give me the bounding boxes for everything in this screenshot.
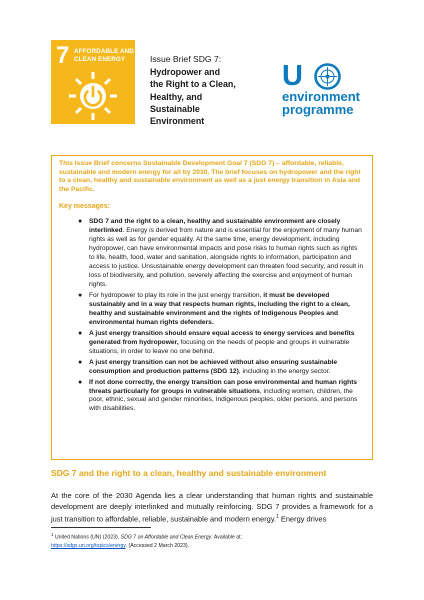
section-body-text: At the core of the 2030 Agenda lies a clear understanding that human rights and sustainable development are deeply interlinked and mutually reinforcing. SDG 7 provides a framework for a just transition to affordable, reliable, sustainable and modern energy. [51,491,373,524]
footnote-text: United Nations (UN) (2023). [53,534,121,541]
footnote-ref[interactable]: 1 [276,514,279,521]
brief-label: Issue Brief SDG 7: [150,54,222,64]
brief-title-line: Environment [150,116,205,127]
key-message-text: , including women, children, the poor, ethnic, sexual and gender minorities, Indigenous peoples, older persons, and persons with disabilities. [89,387,358,413]
footnote-divider [51,527,151,528]
key-message-bold: If not done correctly, the energy transition can pose environmental and human rights threats particularly for groups in vulnerable situations [89,378,358,395]
brief-heading [150,53,285,127]
key-message-text: For hydropower to play its role in the just energy transition, [89,292,264,299]
brief-title-line: Healthy, and [150,91,203,102]
key-message-bold: A just energy transition should ensure equal access to energy services and benefits generated from hydropower, [89,329,355,346]
key-message-text: focusing on the needs of people and groups in vulnerable situations, in order to leave no one behind. [89,338,350,355]
sdg-name-line1: AFFORDABLE AND [74,48,134,55]
brief-title-line: Sustainable [150,103,200,114]
brief-title-line: the Right to a Clean, [150,79,236,90]
sdg-number: 7 [56,42,70,69]
brief-title [150,66,285,127]
section-body [51,490,373,525]
key-messages-title: Key messages: [59,203,110,211]
sdg-name [74,48,134,64]
key-message-item [59,292,364,328]
key-message-text: , including in the energy sector. [238,367,331,375]
unep-word-programme: programme [282,101,354,117]
unep-u-letter: U [282,60,303,92]
summary-box [51,155,373,460]
key-message-item [59,330,364,357]
sdg-name-line2: CLEAN ENERGY [74,56,126,63]
bullet-icon: ● [78,378,83,386]
footnote-number: 1 [51,532,54,537]
key-message-bold: it must be developed sustainably and in a way that respects human rights, including the right to a clean, healthy and sustainable environment and the rights of Indigenous Peoples and environmental human rights defenders. [89,292,350,326]
unep-logo [282,61,382,116]
footnote [51,531,351,550]
key-message-bold: A just energy transition can not be achieved without also ensuring sustainable consumption and production patterns (SDG 12) [89,358,338,375]
key-message-item [59,359,364,377]
bullet-icon: ● [78,218,83,226]
section-body-text-end: Energy drives [278,514,327,524]
un-globe-icon [314,63,341,90]
unep-un-mark [282,61,382,91]
key-messages-list [59,218,364,414]
footnote-text-post: . Available at: [211,534,243,541]
sun-power-icon [68,71,118,121]
key-message-item [59,218,364,290]
bullet-icon: ● [78,292,83,299]
key-message-text: . Energy is derived from nature and is essential for the enjoyment of many human rights as well as for gender equality. At the same time, energy development, including hydropower, can have environmental impacts and pose risks to human rights such as rights to life, health, food, water and sanitation, alongside rights to information, participation and access to justice. Unsustainable energy development can threaten food security, and result in loss of biodiversity, and pollution, severely affecting the exercise and enjoyment of human rights. [89,227,364,289]
sdg7-tile [51,40,135,124]
unep-word-environment: environment [282,89,361,104]
bullet-icon: ● [78,358,83,366]
key-message-item [59,379,364,415]
brief-title-line: Hydropower and [150,67,221,77]
footnote-accessed: . (Accessed 2 March 2023). [125,542,190,549]
summary-intro: This Issue Brief concerns Sustainable Development Goal 7 (SDG 7) – affordable, reliable, sustainable and modern energy for all by 2030. The brief focuses on hydropower and the right to a clean, healthy and sustainable environment as well as a just energy transition in Asia and the Pacific. [59,160,361,193]
bullet-icon: ● [78,329,83,337]
section-heading: SDG 7 and the right to a clean, healthy and sustainable environment [51,468,327,478]
key-message-bold: SDG 7 and the right to a clean, healthy and sustainable environment are closely interlinked [89,218,341,235]
footnote-link[interactable]: https://sdgs.un.org/topics/energy [51,542,126,549]
footnote-title: SDG 7 on Affordable and Clean Energy [120,534,212,541]
